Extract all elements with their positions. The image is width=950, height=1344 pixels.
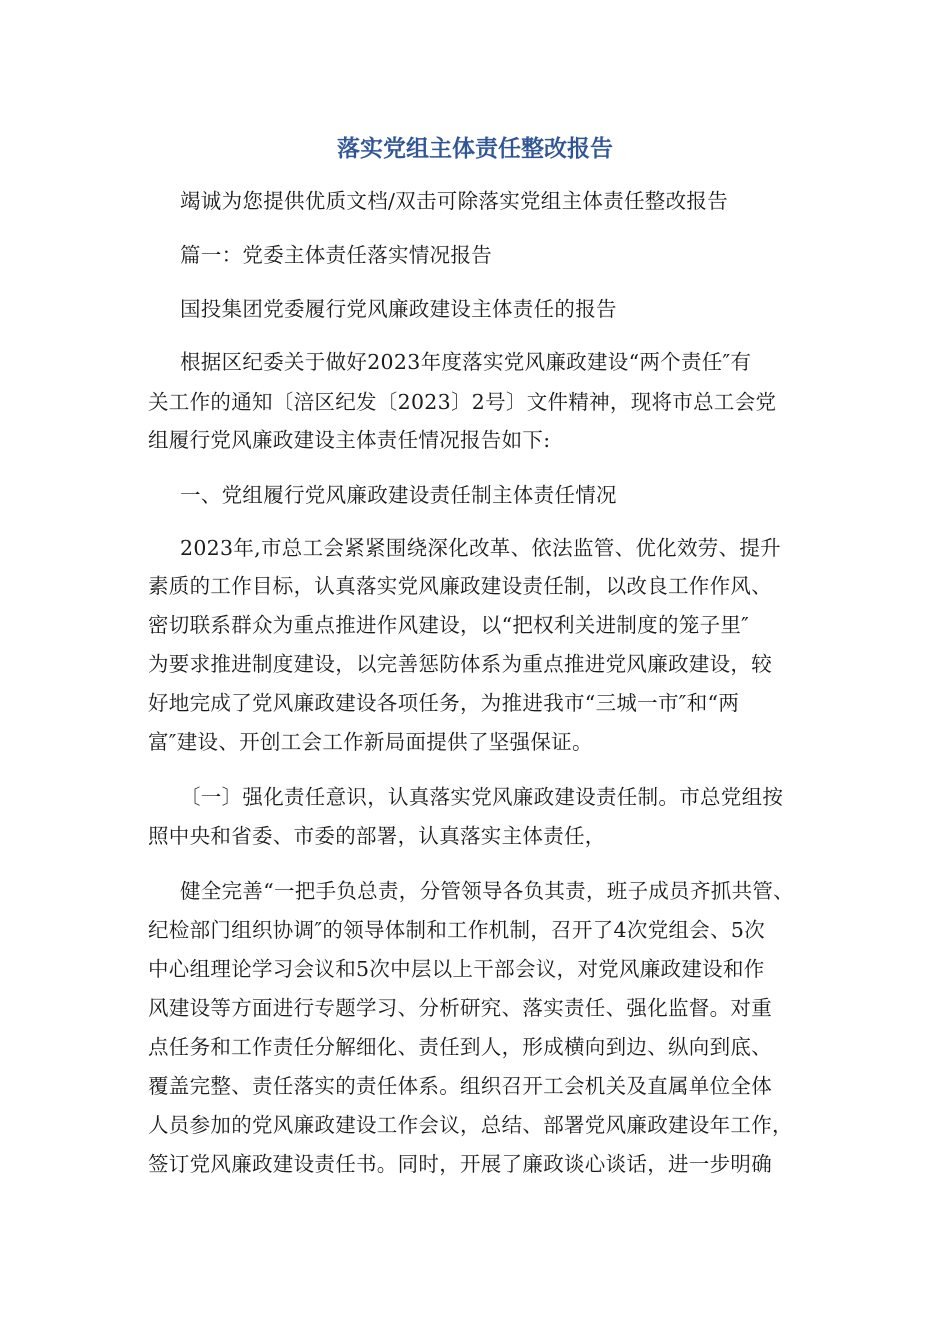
paragraph-line: 覆盖完整、责任落实的责任体系。组织召开工会机关及直属单位全体 — [148, 1074, 772, 1098]
paragraph-line: 根据区纪委关于做好2023年度落实党风廉政建设“两个责任″有 — [180, 350, 752, 374]
paragraph-line: 人员参加的党风廉政建设工作会议，总结、部署党风廉政建设年工作， — [148, 1113, 793, 1137]
paragraph-line: 点任务和工作责任分解细化、责任到人，形成横向到边、纵向到底、 — [148, 1035, 772, 1059]
paragraph-line: 为要求推进制度建设，以完善惩防体系为重点推进党风廉政建设，较 — [148, 652, 772, 676]
paragraph-line: 密切联系群众为重点推进作风建设，以“把权利关进制度的笼子里″ — [148, 613, 750, 637]
paragraph-line: 纪检部门组织协调″的领导体制和工作机制，召开了4次党组会、5次 — [148, 918, 766, 942]
paragraph-line: 关工作的通知〔涪区纪发〔2023〕2号〕文件精神，现将市总工会党 — [148, 390, 777, 414]
paragraph-line: 2023年,市总工会紧紧围绕深化改革、依法监管、优化效劳、提升 — [180, 536, 781, 560]
section-heading: 篇一：党委主体责任落实情况报告 — [180, 243, 492, 267]
document-title: 落实党组主体责任整改报告 — [337, 136, 613, 162]
paragraph-line: 风建设等方面进行专题学习、分析研究、落实责任、强化监督。对重 — [148, 996, 772, 1020]
paragraph-line: 照中央和省委、市委的部署，认真落实主体责任， — [148, 824, 606, 848]
intro-line: 竭诚为您提供优质文档/双击可除落实党组主体责任整改报告 — [180, 189, 729, 213]
paragraph-line: 健全完善“一把手负总责，分管领导各负其责，班子成员齐抓共管、 — [180, 879, 794, 903]
report-subtitle: 国投集团党委履行党风廉政建设主体责任的报告 — [180, 297, 617, 321]
paragraph-line: 好地完成了党风廉政建设各项任务，为推进我市“三城一市″和“两 — [148, 691, 740, 715]
paragraph-line: 〔一〕强化责任意识，认真落实党风廉政建设责任制。市总党组按 — [180, 785, 784, 809]
paragraph-line: 组履行党风廉政建设主体责任情况报告如下: — [148, 428, 551, 452]
paragraph-line: 签订党风廉政建设责任书。同时，开展了廉政谈心谈话，进一步明确 — [148, 1152, 772, 1176]
section-heading: 一、党组履行党风廉政建设责任制主体责任情况 — [180, 483, 617, 507]
paragraph-line: 中心组理论学习会议和5次中层以上干部会议，对党风廉政建设和作 — [148, 957, 765, 981]
paragraph-line: 素质的工作目标，认真落实党风廉政建设责任制，以改良工作作风、 — [148, 574, 772, 598]
paragraph-line: 富″建设、开创工会工作新局面提供了坚强保证。 — [148, 730, 593, 754]
